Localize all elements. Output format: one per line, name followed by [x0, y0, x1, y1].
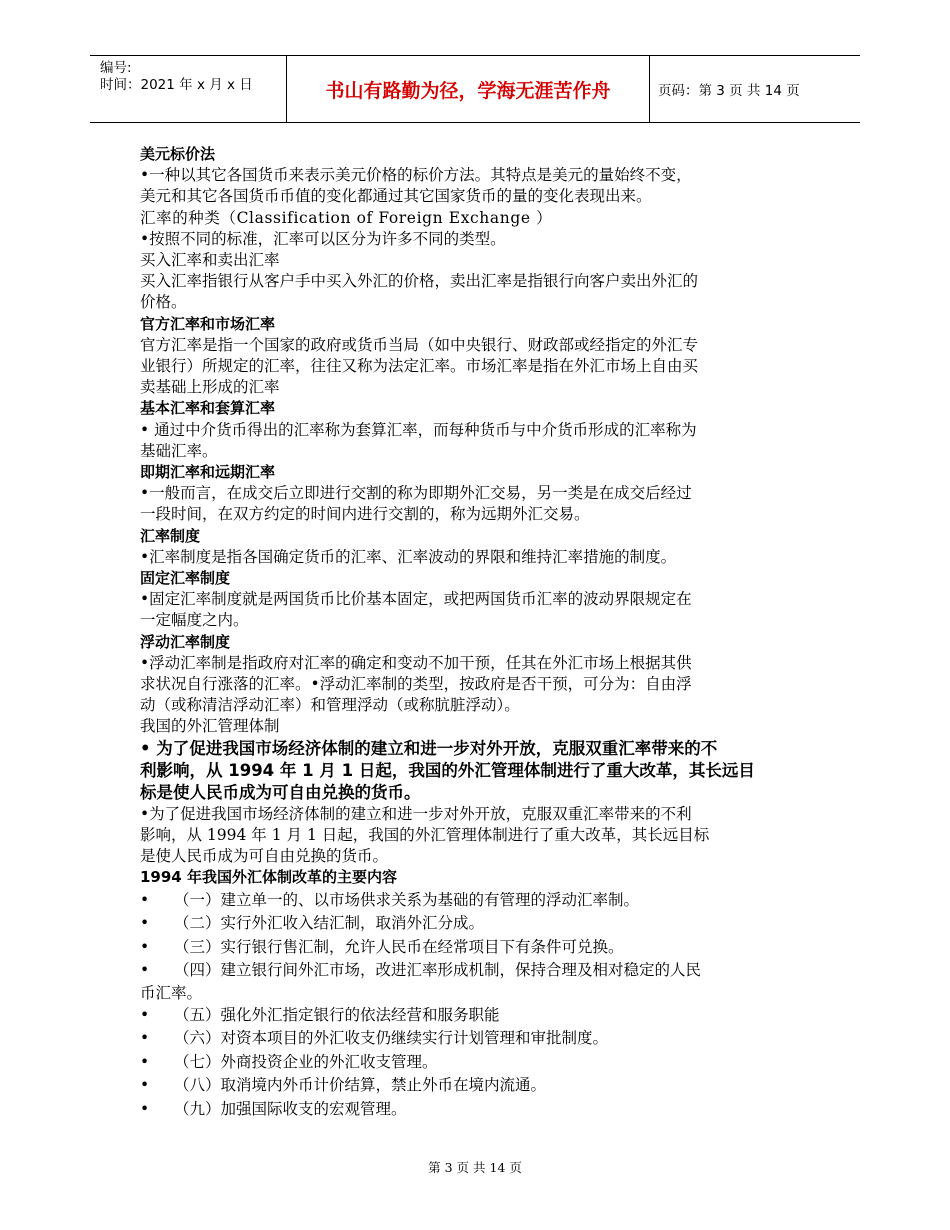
bullet: •	[140, 1005, 150, 1024]
header-page-info: 页码：第 3 页 共 14 页	[658, 83, 800, 99]
header-meta	[100, 60, 282, 94]
list-item-text: （一）建立单一的、以市场供求关系为基础的有管理的浮动汇率制。	[174, 890, 640, 909]
paragraph-line: 动（或称清洁浮动汇率）和管理浮动（或称肮脏浮动）。	[140, 696, 520, 715]
paragraph-line: •固定汇率制度就是两国货币比价基本固定，或把两国货币汇率的波动界限规定在	[140, 590, 692, 609]
paragraph-line: 买入汇率和卖出汇率	[140, 251, 280, 270]
list-item-text: （四）建立银行间外汇市场，改进汇率形成机制，保持合理及相对稳定的人民	[174, 961, 702, 979]
list-item	[140, 1027, 812, 1051]
bullet: •	[140, 961, 150, 979]
paragraph-line: 美元和其它各国货币币值的变化都通过其它国家货币的量的变化表现出来。	[140, 187, 652, 206]
header-motto: 书山有路勤为径，学海无涯苦作舟	[286, 56, 650, 122]
paragraph-line: 一定幅度之内。	[140, 611, 249, 630]
paragraph-line: 卖基础上形成的汇率	[140, 378, 280, 397]
list-item-text: （五）强化外汇指定银行的依法经营和服务职能	[174, 1005, 500, 1024]
paragraph-line: •按照不同的标准，汇率可以区分为许多不同的类型。	[140, 229, 506, 248]
list-item-text: （九）加强国际收支的宏观管理。	[174, 1099, 407, 1118]
list-item-text: （二）实行外汇收入结汇制，取消外汇分成。	[174, 914, 485, 932]
emphasis-line: 标是使人民币成为可自由兑换的货币。	[140, 782, 421, 802]
list-item-text: （六）对资本项目的外汇收支仍继续实行计划管理和审批制度。	[174, 1029, 609, 1048]
bullet: •	[140, 914, 150, 932]
list-item	[140, 1074, 812, 1098]
list-item	[140, 936, 812, 960]
doc-number-label: 编号:	[100, 60, 132, 76]
paragraph-line: 官方汇率是指一个国家的政府或货币当局（如中央银行、财政部或经指定的外汇专	[140, 335, 699, 354]
paragraph-line: 汇率的种类（Classification of Foreign Exchange ）	[140, 208, 553, 227]
paragraph-line: •一种以其它各国货币来表示美元价格的标价方法。其特点是美元的量始终不变，	[140, 166, 692, 185]
paragraph-line: 买入汇率指银行从客户手中买入外汇的价格，卖出汇率是指银行向客户卖出外汇的	[140, 272, 699, 291]
emphasis-line: 利影响，从 1994 年 1 月 1 日起，我国的外汇管理体制进行了重大改革，其长远目	[140, 760, 755, 780]
page-footer: 第 3 页 共 14 页	[428, 1160, 522, 1175]
section-heading: 即期汇率和远期汇率	[140, 463, 276, 482]
bullet: •	[140, 890, 150, 909]
section-heading: 固定汇率制度	[140, 569, 231, 588]
document-body	[140, 144, 812, 1121]
doc-date-label: 时间：2021 年 x 月 x 日	[100, 77, 253, 93]
bullet: •	[140, 1076, 150, 1095]
list-item-text: （三）实行银行售汇制，允许人民币在经常项目下有条件可兑换。	[174, 937, 624, 956]
list-item-text: （七）外商投资企业的外汇收支管理。	[174, 1052, 438, 1071]
paragraph-line: 是使人民币成为可自由兑换的货币。	[140, 847, 389, 866]
list-item	[140, 959, 812, 983]
paragraph-line: •浮动汇率制是指政府对汇率的确定和变动不加干预，任其在外汇市场上根据其供	[140, 653, 692, 672]
section-heading: 美元标价法	[140, 145, 216, 163]
section-heading: 1994 年我国外汇体制改革的主要内容	[140, 868, 397, 887]
paragraph-line: 业银行）所规定的汇率，往往又称为法定汇率。市场汇率是指在外汇市场上自由买	[140, 357, 699, 376]
list-item	[140, 1098, 812, 1122]
paragraph-line: 价格。	[140, 293, 187, 312]
emphasis-line: • 为了促进我国市场经济体制的建立和进一步对外开放，克服双重汇率带来的不	[140, 738, 718, 758]
page-header	[90, 55, 860, 123]
paragraph-line: 我国的外汇管理体制	[140, 717, 280, 736]
bullet: •	[140, 937, 150, 956]
list-item-continuation: 币汇率。	[140, 983, 203, 1002]
paragraph-line: 一段时间，在双方约定的时间内进行交割的，称为远期外汇交易。	[140, 505, 590, 524]
bullet: •	[140, 1099, 150, 1118]
list-item-text: （八）取消境内外币计价结算，禁止外币在境内流通。	[174, 1076, 547, 1095]
paragraph-line: •汇率制度是指各国确定货币的汇率、汇率波动的界限和维持汇率措施的制度。	[140, 547, 677, 566]
bullet: •	[140, 1052, 150, 1071]
list-item	[140, 1051, 812, 1075]
list-item	[140, 912, 812, 936]
section-heading: 汇率制度	[140, 526, 201, 545]
paragraph-line: •为了促进我国市场经济体制的建立和进一步对外开放，克服双重汇率带来的不利	[140, 804, 692, 823]
section-heading: 官方汇率和市场汇率	[140, 314, 276, 333]
section-heading: 基本汇率和套算汇率	[140, 399, 276, 418]
paragraph-line: 基础汇率。	[140, 441, 218, 460]
bullet: •	[140, 1029, 150, 1048]
paragraph-line: 求状况自行涨落的汇率。•浮动汇率制的类型，按政府是否干预，可分为：自由浮	[140, 675, 692, 694]
list-item	[140, 1004, 812, 1028]
section-heading: 浮动汇率制度	[140, 632, 231, 651]
paragraph-line: •一般而言，在成交后立即进行交割的称为即期外汇交易，另一类是在成交后经过	[140, 484, 692, 503]
paragraph-line: • 通过中介货币得出的汇率称为套算汇率，而每种货币与中介货币形成的汇率称为	[140, 420, 697, 439]
list-item	[140, 889, 812, 913]
paragraph-line: 影响，从 1994 年 1 月 1 日起，我国的外汇管理体制进行了重大改革，其长远目标	[140, 825, 710, 844]
